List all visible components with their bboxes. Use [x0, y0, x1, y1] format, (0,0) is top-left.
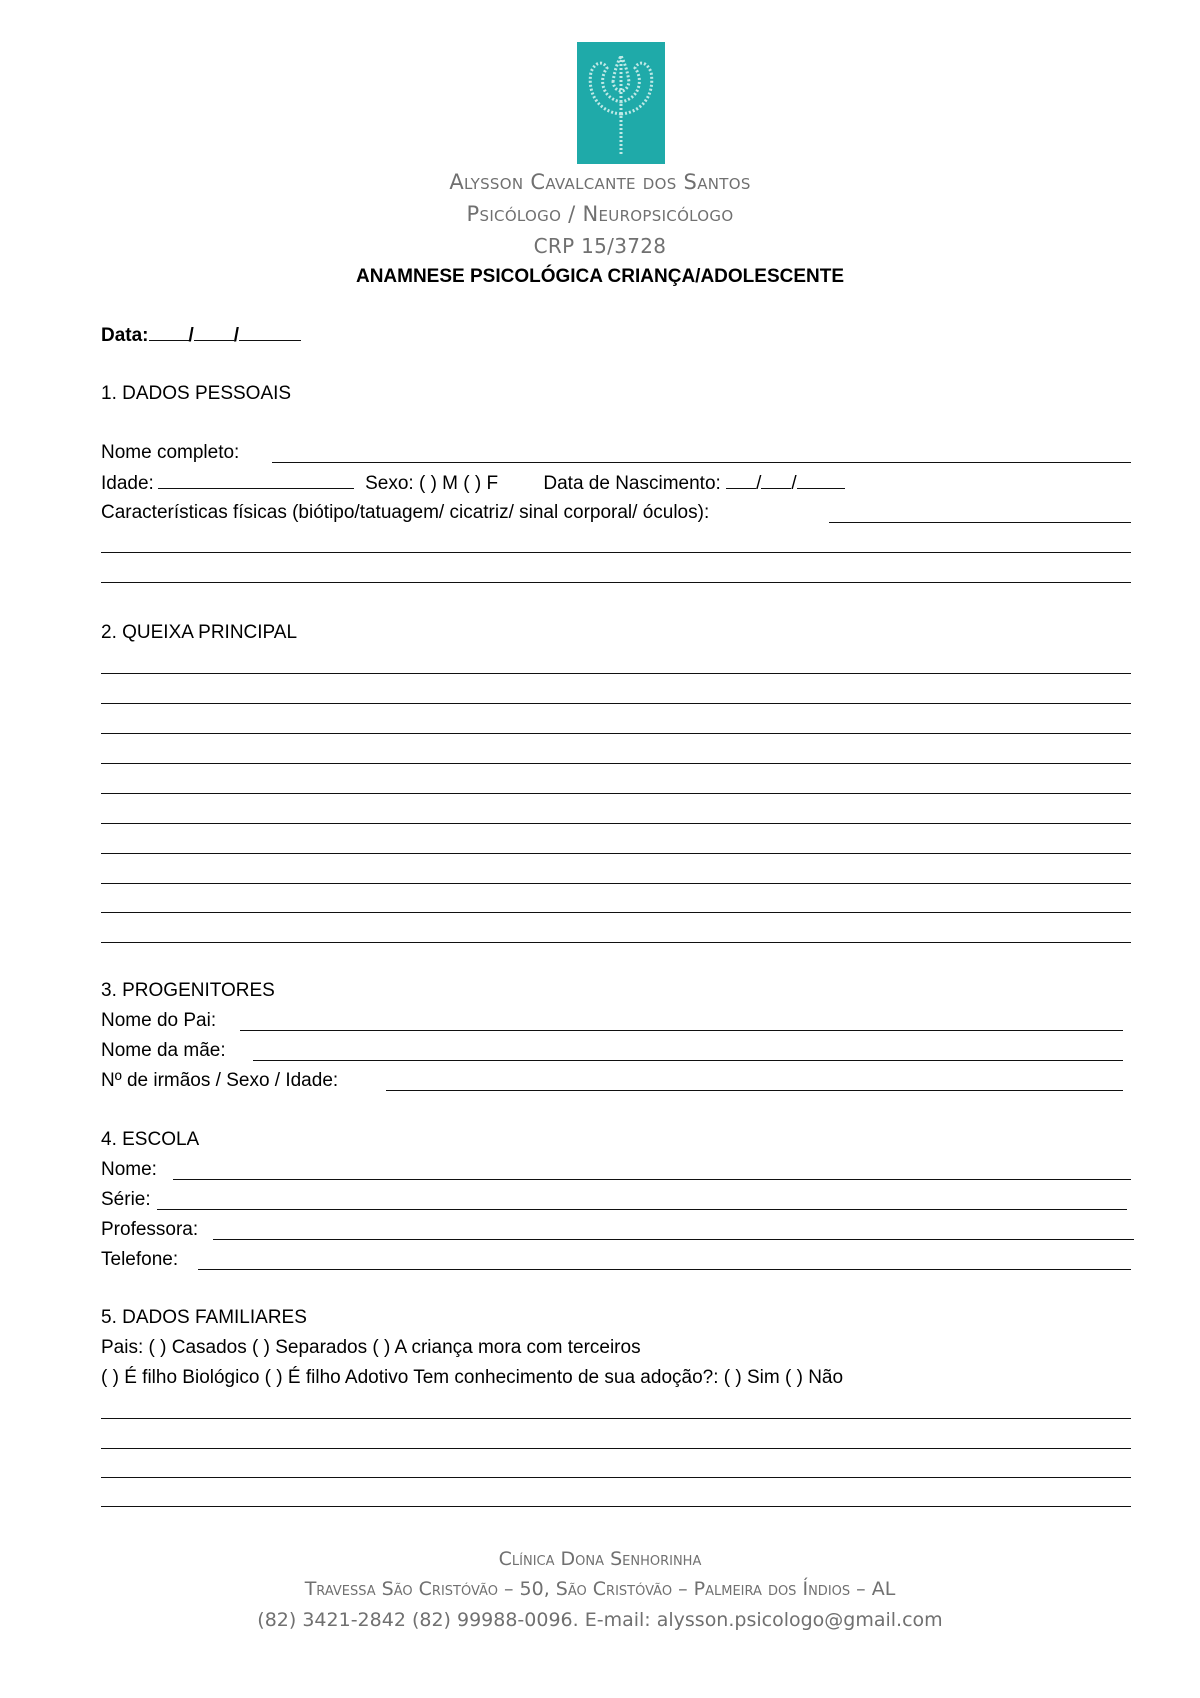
- complaint-line[interactable]: [101, 703, 1131, 704]
- psi-symbol-icon: [577, 42, 665, 164]
- section-heading-personal: 1. DADOS PESSOAIS: [101, 383, 292, 404]
- age-label: Idade:: [101, 473, 154, 494]
- complaint-line[interactable]: [101, 673, 1131, 674]
- teacher-line[interactable]: [213, 1239, 1134, 1240]
- complaint-line[interactable]: [101, 823, 1131, 824]
- full-name-line[interactable]: [272, 462, 1131, 463]
- birth-year-blank[interactable]: [797, 472, 845, 489]
- physical-traits-label: Características físicas (biótipo/tatuagem/ cicatriz/ sinal corporal/ óculos):: [101, 502, 710, 523]
- psychologist-name: Alysson Cavalcante dos Santos: [449, 170, 751, 194]
- section-heading-family: 5. DADOS FAMILIARES: [101, 1307, 307, 1328]
- complaint-line[interactable]: [101, 733, 1131, 734]
- date-day-blank[interactable]: [149, 324, 189, 341]
- section-heading-school: 4. ESCOLA: [101, 1129, 200, 1150]
- date-year-blank[interactable]: [239, 324, 301, 341]
- mother-name-line[interactable]: [253, 1060, 1123, 1061]
- siblings-label: Nº de irmãos / Sexo / Idade:: [101, 1070, 339, 1091]
- complaint-line[interactable]: [101, 883, 1131, 884]
- father-name-label: Nome do Pai:: [101, 1010, 217, 1031]
- adoption-options[interactable]: ( ) É filho Biológico ( ) É filho Adotivo Tem conhecimento de sua adoção?: ( ) Sim ( ) Não: [101, 1367, 844, 1388]
- mother-name-label: Nome da mãe:: [101, 1040, 226, 1061]
- father-name-line[interactable]: [240, 1030, 1123, 1031]
- birth-date-label: Data de Nascimento:: [543, 473, 721, 494]
- age-sex-birth-row: Idade: Sexo: ( ) M ( ) F Data de Nascimento: / /: [101, 472, 845, 495]
- school-name-line[interactable]: [173, 1179, 1131, 1180]
- family-notes-line[interactable]: [101, 1448, 1131, 1449]
- family-notes-line[interactable]: [101, 1506, 1131, 1507]
- physical-traits-line[interactable]: [829, 522, 1131, 523]
- date-month-blank[interactable]: [194, 324, 234, 341]
- physical-traits-extra-line[interactable]: [101, 552, 1131, 553]
- school-grade-label: Série:: [101, 1189, 151, 1210]
- section-heading-parents: 3. PROGENITORES: [101, 980, 275, 1001]
- psychology-logo: [577, 42, 665, 164]
- complaint-line[interactable]: [101, 793, 1131, 794]
- family-notes-line[interactable]: [101, 1418, 1131, 1419]
- section-heading-complaint: 2. QUEIXA PRINCIPAL: [101, 622, 298, 643]
- complaint-line[interactable]: [101, 942, 1131, 943]
- psychologist-role: Psicólogo / Neuropsicólogo: [466, 202, 734, 226]
- footer-clinic: Clínica Dona Senhorinha: [498, 1548, 702, 1570]
- footer-address: Travessa São Cristóvão – 50, São Cristóvão – Palmeira dos Índios – AL: [304, 1578, 896, 1600]
- complaint-line[interactable]: [101, 763, 1131, 764]
- footer-contact: (82) 3421-2842 (82) 99988-0096. E-mail: alysson.psicologo@gmail.com: [257, 1609, 943, 1631]
- parents-status-options[interactable]: Pais: ( ) Casados ( ) Separados ( ) A criança mora com terceiros: [101, 1337, 641, 1358]
- school-phone-line[interactable]: [198, 1269, 1131, 1270]
- school-name-label: Nome:: [101, 1159, 157, 1180]
- sex-options[interactable]: Sexo: ( ) M ( ) F: [365, 473, 499, 494]
- siblings-line[interactable]: [386, 1090, 1123, 1091]
- date-label: Data:: [101, 325, 149, 346]
- family-notes-line[interactable]: [101, 1477, 1131, 1478]
- teacher-label: Professora:: [101, 1219, 199, 1240]
- document-title: ANAMNESE PSICOLÓGICA CRIANÇA/ADOLESCENTE: [355, 266, 845, 287]
- complaint-line[interactable]: [101, 912, 1131, 913]
- age-blank[interactable]: [158, 472, 354, 489]
- school-grade-line[interactable]: [157, 1209, 1127, 1210]
- birth-day-blank[interactable]: [726, 472, 756, 489]
- school-phone-label: Telefone:: [101, 1249, 179, 1270]
- physical-traits-extra-line[interactable]: [101, 582, 1131, 583]
- birth-month-blank[interactable]: [761, 472, 791, 489]
- date-field: Data: / /: [101, 324, 301, 347]
- complaint-line[interactable]: [101, 853, 1131, 854]
- full-name-label: Nome completo:: [101, 442, 240, 463]
- crp-number: CRP 15/3728: [533, 234, 667, 258]
